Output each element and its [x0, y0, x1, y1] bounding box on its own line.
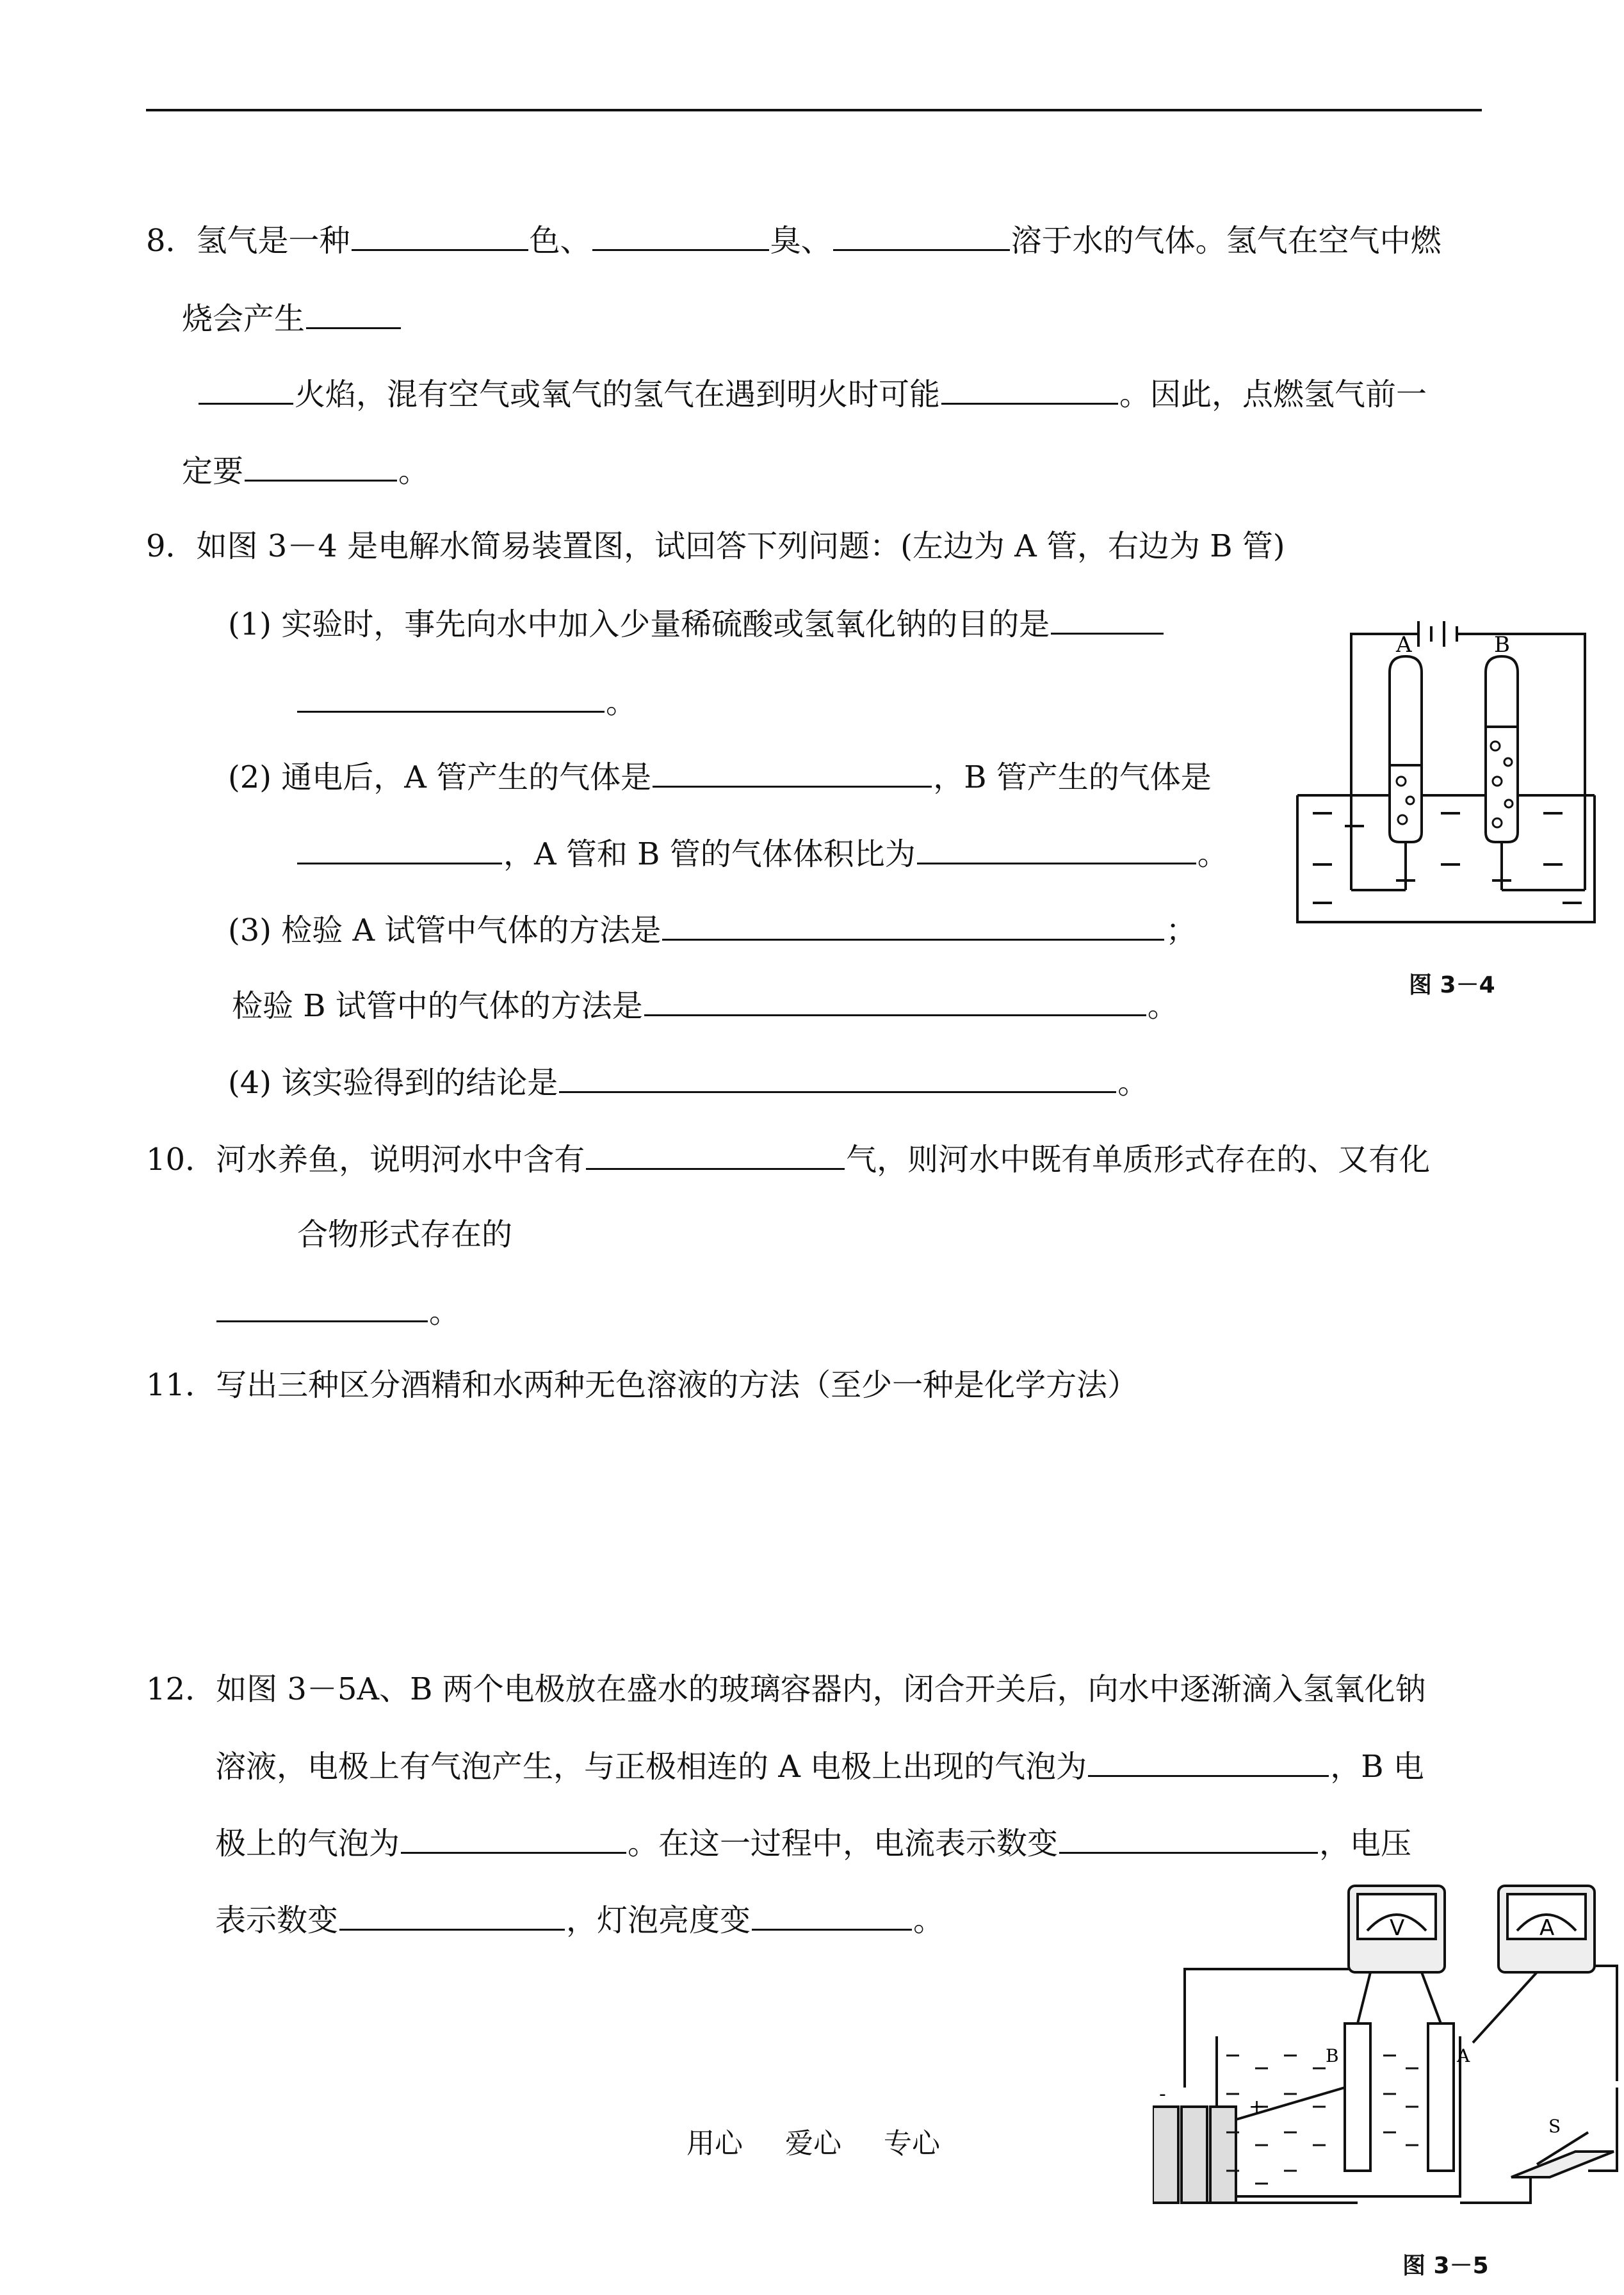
answer-blank[interactable] [216, 1292, 428, 1322]
battery-positive-label: + [1249, 2096, 1265, 2118]
footer-word-3: 专心 [884, 2127, 940, 2160]
q12-text: ，电压 [1319, 1826, 1412, 1861]
q10-line-1 [146, 1140, 1430, 1179]
q8-line-2 [182, 299, 402, 338]
answer-blank[interactable] [352, 221, 528, 251]
answer-blank[interactable] [653, 758, 932, 788]
electrode-a-label: A [1457, 2045, 1470, 2066]
answer-blank[interactable] [752, 1901, 912, 1931]
answer-blank[interactable] [586, 1140, 845, 1170]
q9-text: 。 [606, 685, 637, 720]
q12-line-4 [215, 1901, 944, 1940]
q10-line-2 [297, 1215, 512, 1254]
ammeter-label: A [1539, 1915, 1555, 1941]
figure-3-4-caption: 图 3－4 [1409, 972, 1495, 998]
switch-label: S [1548, 2116, 1561, 2137]
q8-text: 臭、 [770, 223, 832, 259]
answer-blank[interactable] [199, 375, 293, 405]
q9-text: 。 [1197, 836, 1228, 872]
electrode-b-label: B [1326, 2045, 1339, 2066]
q9-text: ； [1165, 912, 1197, 948]
q9-text: (2) 通电后，A 管产生的气体是 [228, 759, 652, 795]
q10-text: 合物形式存在的 [297, 1217, 513, 1253]
answer-blank[interactable] [1088, 1747, 1329, 1777]
q12-text: ，灯泡亮度变 [566, 1902, 751, 1938]
q9-part-2 [228, 758, 1212, 797]
q10-text: 气，则河水中既有单质形式存在的、又有化 [846, 1142, 1431, 1178]
q8-line-3 [197, 375, 1427, 414]
q12-text: 12．如图 3－5A、B 两个电极放在盛水的玻璃容器内，闭合开关后，向水中逐渐滴入氢氧化钠 [146, 1671, 1426, 1707]
q9-text: 9．如图 3－4 是电解水简易装置图，试回答下列问题：(左边为 A 管，右边为 B 管) [146, 528, 1285, 564]
q9-part-2-cont [296, 834, 1228, 873]
q8-text: 8．氢气是一种 [146, 223, 350, 259]
q8-text: 色、 [529, 223, 591, 259]
q12-line-1 [146, 1670, 1426, 1708]
q12-line-3 [215, 1824, 1411, 1863]
answer-blank[interactable] [941, 375, 1118, 405]
q10-text: 10．河水养鱼，说明河水中含有 [146, 1142, 585, 1178]
q12-text: 。 [913, 1902, 945, 1938]
answer-blank[interactable] [662, 911, 1164, 941]
q11-line-1 [146, 1366, 1138, 1404]
q9-part-1 [228, 604, 1165, 644]
q10-line-3 [215, 1292, 460, 1331]
footer-word-2: 爱心 [785, 2127, 841, 2160]
footer-word-1: 用心 [686, 2127, 743, 2160]
q9-stem [146, 527, 1285, 565]
q12-text: 溶液，电极上有气泡产生，与正极相连的 A 电极上出现的气泡为 [215, 1749, 1087, 1785]
q9-part-4 [228, 1063, 1148, 1102]
answer-blank[interactable] [297, 834, 502, 864]
q9-text: (4) 该实验得到的结论是 [228, 1065, 558, 1101]
q8-text: 定要 [182, 453, 244, 489]
figure-3-5-caption: 图 3－5 [1402, 2253, 1489, 2279]
q11-text: 11．写出三种区分酒精和水两种无色溶液的方法（至少一种是化学方法） [146, 1367, 1139, 1403]
q9-text: 检验 B 试管中的气体的方法是 [232, 988, 643, 1024]
q10-text: 。 [429, 1294, 460, 1330]
q8-text: 。 [398, 453, 430, 489]
q9-part-3-cont [232, 986, 1178, 1025]
figure-3-5-circuit [1153, 1876, 1624, 2235]
q12-text: ，B 电 [1330, 1749, 1424, 1785]
answer-blank[interactable] [339, 1901, 565, 1931]
answer-blank[interactable] [833, 221, 1010, 251]
answer-blank[interactable] [917, 834, 1196, 864]
q9-text: ，A 管和 B 管的气体体积比为 [503, 836, 916, 872]
q8-text: 溶于水的气体。氢气在空气中燃 [1011, 223, 1441, 259]
q9-text: (3) 检验 A 试管中气体的方法是 [228, 912, 662, 948]
q9-text: 。 [1117, 1065, 1149, 1101]
q12-text: 极上的气泡为 [215, 1826, 400, 1861]
q9-part-3 [228, 911, 1196, 950]
voltmeter-label: V [1390, 1915, 1405, 1941]
answer-blank[interactable] [245, 451, 397, 482]
header-rule [146, 109, 1482, 111]
q8-text: 烧会产生 [182, 301, 305, 337]
answer-blank[interactable] [559, 1063, 1116, 1093]
tube-b-label: B [1494, 632, 1510, 658]
q8-line-1 [146, 221, 1441, 260]
q9-text: (1) 实验时，事先向水中加入少量稀硫酸或氢氧化钠的目的是 [228, 606, 1050, 642]
q8-text: 。因此，点燃氢气前一 [1119, 377, 1427, 412]
q9-part-1-cont [296, 683, 637, 722]
answer-blank[interactable] [592, 221, 769, 251]
q12-text: 表示数变 [215, 1902, 339, 1938]
q8-line-4 [182, 451, 429, 491]
q9-text: ，B 管产生的气体是 [933, 759, 1212, 795]
q12-text: 。在这一过程中，电流表示数变 [628, 1826, 1059, 1861]
q8-text: 火焰，混有空气或氧气的氢气在遇到明火时可能 [295, 377, 941, 412]
answer-blank[interactable] [306, 299, 401, 329]
tube-a-label: A [1396, 632, 1412, 658]
answer-blank[interactable] [1059, 1824, 1318, 1854]
answer-blank[interactable] [401, 1824, 626, 1854]
answer-blank[interactable] [297, 683, 605, 713]
answer-blank[interactable] [644, 986, 1146, 1016]
figure-3-4-electrolysis [1294, 621, 1601, 929]
q9-text: 。 [1147, 988, 1178, 1024]
q12-line-2 [215, 1747, 1424, 1786]
answer-blank[interactable] [1051, 604, 1164, 635]
battery-negative-label: - [1159, 2083, 1166, 2105]
